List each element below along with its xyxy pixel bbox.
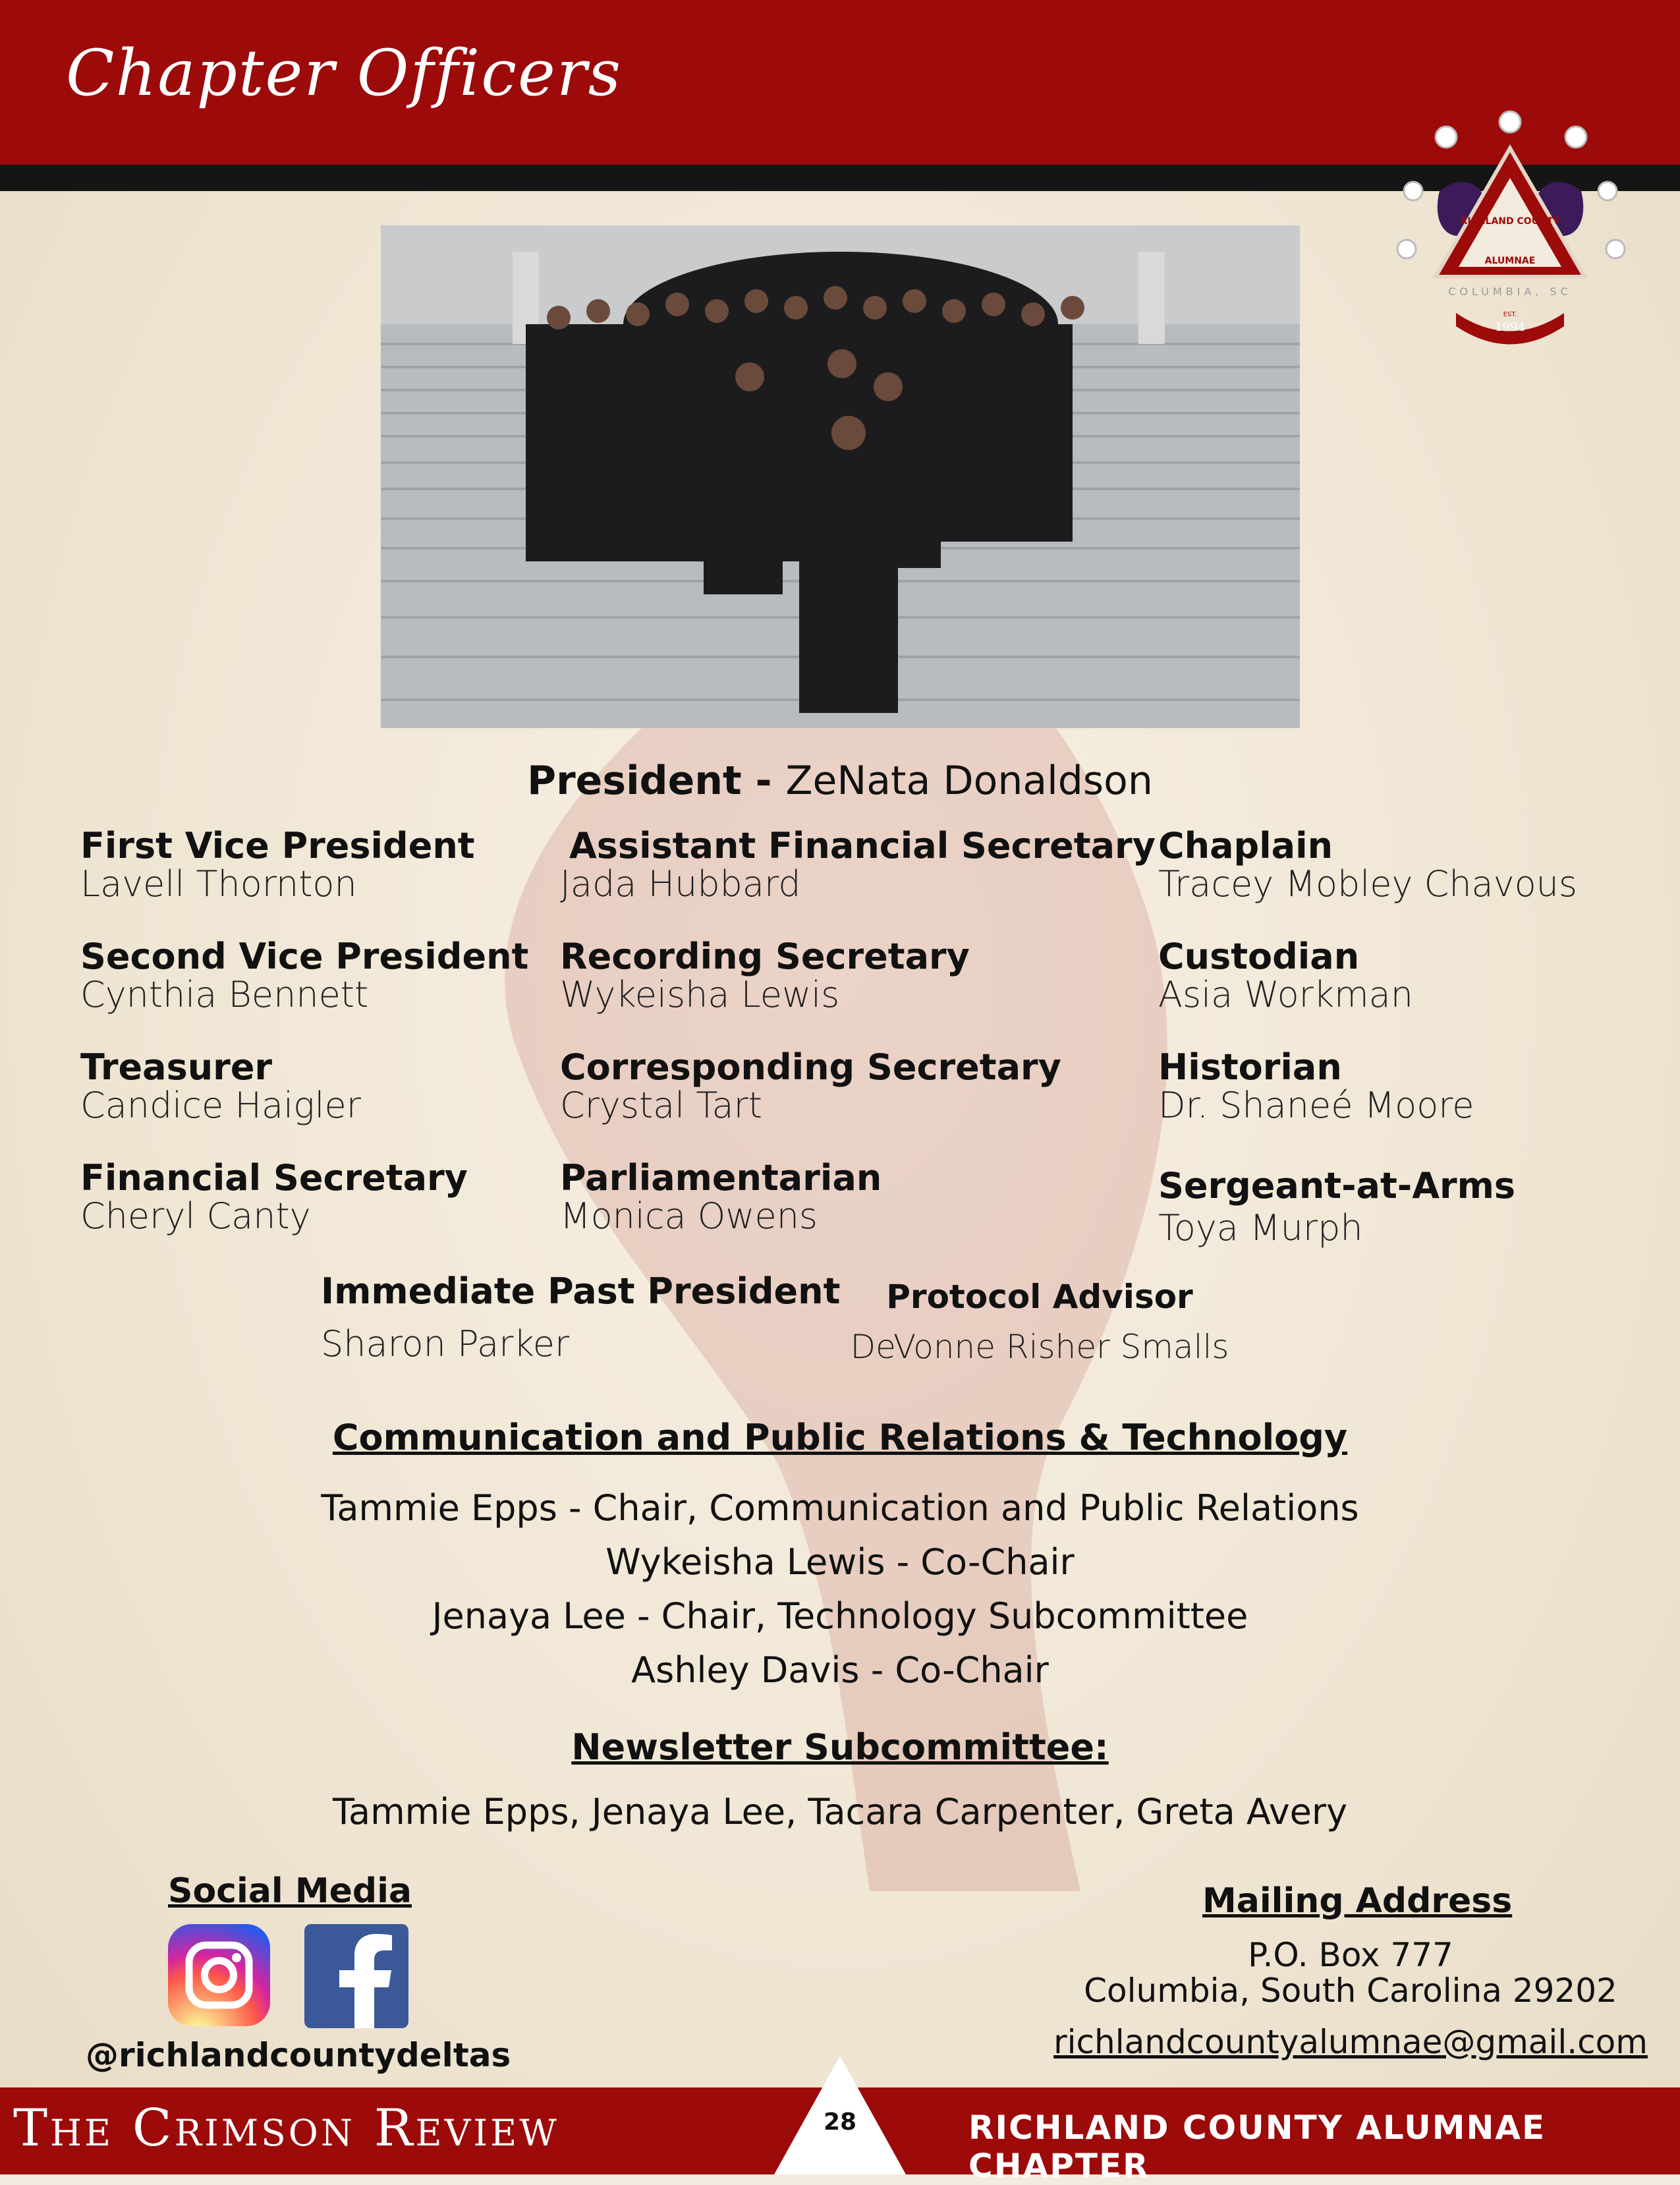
communication-line: Tammie Epps - Chair, Communication and Public Relations xyxy=(321,1487,1359,1529)
officer-name: DeVonne Risher Smalls xyxy=(850,1328,1229,1366)
officer-role: First Vice President xyxy=(80,825,475,866)
svg-text:RICHLAND COUNTY: RICHLAND COUNTY xyxy=(1460,216,1560,227)
newsletter-title: The Crimson Review xyxy=(13,2099,559,2158)
mailing-address xyxy=(1067,1937,1634,2008)
svg-text:ALUMNAE: ALUMNAE xyxy=(1484,256,1536,266)
officer-name: Cynthia Bennett xyxy=(80,974,369,1015)
officer-immediate-past-president xyxy=(321,1265,840,1371)
officer-role: Historian xyxy=(1158,1046,1342,1088)
officer-second-vice-president xyxy=(80,938,528,1014)
officer-role: Immediate Past President xyxy=(321,1270,841,1312)
officer-name: Dr. Shaneé Moore xyxy=(1158,1085,1474,1126)
email-link[interactable]: richlandcountyalumnae@gmail.com xyxy=(1053,2023,1648,2061)
officer-corresponding-secretary xyxy=(560,1048,1061,1125)
officer-name: Tracey Mobley Chavous xyxy=(1158,863,1578,905)
officer-role: Protocol Advisor xyxy=(886,1278,1193,1316)
officer-role: Assistant Financial Secretary xyxy=(569,825,1156,866)
officer-name: Crystal Tart xyxy=(560,1085,762,1126)
officer-name: Lavell Thornton xyxy=(80,863,357,905)
officer-role: Treasurer xyxy=(80,1046,273,1088)
president-line xyxy=(0,758,1680,804)
instagram-icon[interactable] xyxy=(168,1924,270,2026)
newsletter-heading xyxy=(0,1726,1680,1768)
officer-role: Recording Secretary xyxy=(560,936,970,977)
social-media-heading: Social Media xyxy=(168,1871,412,1911)
officer-role: Financial Secretary xyxy=(80,1157,468,1199)
communication-heading xyxy=(0,1417,1680,1458)
svg-text:COLUMBIA, SC: COLUMBIA, SC xyxy=(1448,285,1572,298)
svg-text:1994: 1994 xyxy=(1495,320,1525,334)
address-line-2: Columbia, South Carolina 29202 xyxy=(1084,1972,1617,2010)
address-line-1: P.O. Box 777 xyxy=(1248,1936,1453,1974)
svg-text:EST.: EST. xyxy=(1503,311,1517,318)
officer-name: Wykeisha Lewis xyxy=(560,974,840,1015)
communication-line: Jenaya Lee - Chair, Technology Subcommittee xyxy=(432,1595,1248,1637)
officer-recording-secretary xyxy=(560,938,970,1014)
page-number: 28 xyxy=(823,2109,857,2136)
officer-name: Sharon Parker xyxy=(321,1323,570,1365)
facebook-icon[interactable] xyxy=(304,1924,408,2028)
officer-name: Asia Workman xyxy=(1158,974,1413,1015)
officer-role: Custodian xyxy=(1158,936,1360,977)
officer-role: Sergeant-at-Arms xyxy=(1158,1165,1516,1206)
social-handle[interactable]: @richlandcountydeltas xyxy=(86,2036,511,2074)
officer-role: Chaplain xyxy=(1158,825,1333,866)
president-name: ZeNata Donaldson xyxy=(785,758,1153,804)
mailing-address-heading: Mailing Address xyxy=(1202,1881,1513,1921)
officer-role: Corresponding Secretary xyxy=(560,1046,1061,1088)
newsletter-heading-text: Newsletter Subcommittee: xyxy=(571,1726,1109,1768)
communication-heading-text: Communication and Public Relations & Technology xyxy=(332,1417,1348,1458)
officer-parliamentarian xyxy=(560,1159,882,1235)
officer-role: Second Vice President xyxy=(80,936,529,977)
communication-list xyxy=(0,1481,1680,1697)
officer-name: Cheryl Canty xyxy=(80,1195,311,1237)
officer-first-vice-president xyxy=(80,827,475,903)
president-role: President - xyxy=(527,758,786,804)
officer-name: Toya Murph xyxy=(1158,1207,1363,1249)
communication-line: Ashley Davis - Co-Chair xyxy=(631,1649,1049,1691)
officer-chaplain xyxy=(1158,827,1577,903)
officer-custodian xyxy=(1158,938,1413,1014)
officer-protocol-advisor xyxy=(842,1272,1237,1372)
officer-role: Parliamentarian xyxy=(560,1157,882,1199)
chapter-name: RICHLAND COUNTY ALUMNAE CHAPTER xyxy=(968,2109,1546,2185)
officer-name: Candice Haigler xyxy=(80,1085,361,1126)
officer-name: Jada Hubbard xyxy=(560,863,801,905)
officer-name: Monica Owens xyxy=(560,1195,818,1237)
officer-assistant-financial-secretary xyxy=(560,827,1156,903)
newsletter-members: Tammie Epps, Jenaya Lee, Tacara Carpenter, Greta Avery xyxy=(332,1791,1348,1832)
officer-historian xyxy=(1158,1048,1474,1125)
chapter-crest-logo xyxy=(1384,99,1634,362)
officer-financial-secretary xyxy=(80,1159,468,1235)
officer-sergeant-at-arms xyxy=(1158,1165,1515,1249)
page-title: Chapter Officers xyxy=(66,36,622,110)
officer-treasurer xyxy=(80,1048,361,1125)
group-photo xyxy=(381,225,1300,728)
communication-line: Wykeisha Lewis - Co-Chair xyxy=(605,1541,1075,1583)
